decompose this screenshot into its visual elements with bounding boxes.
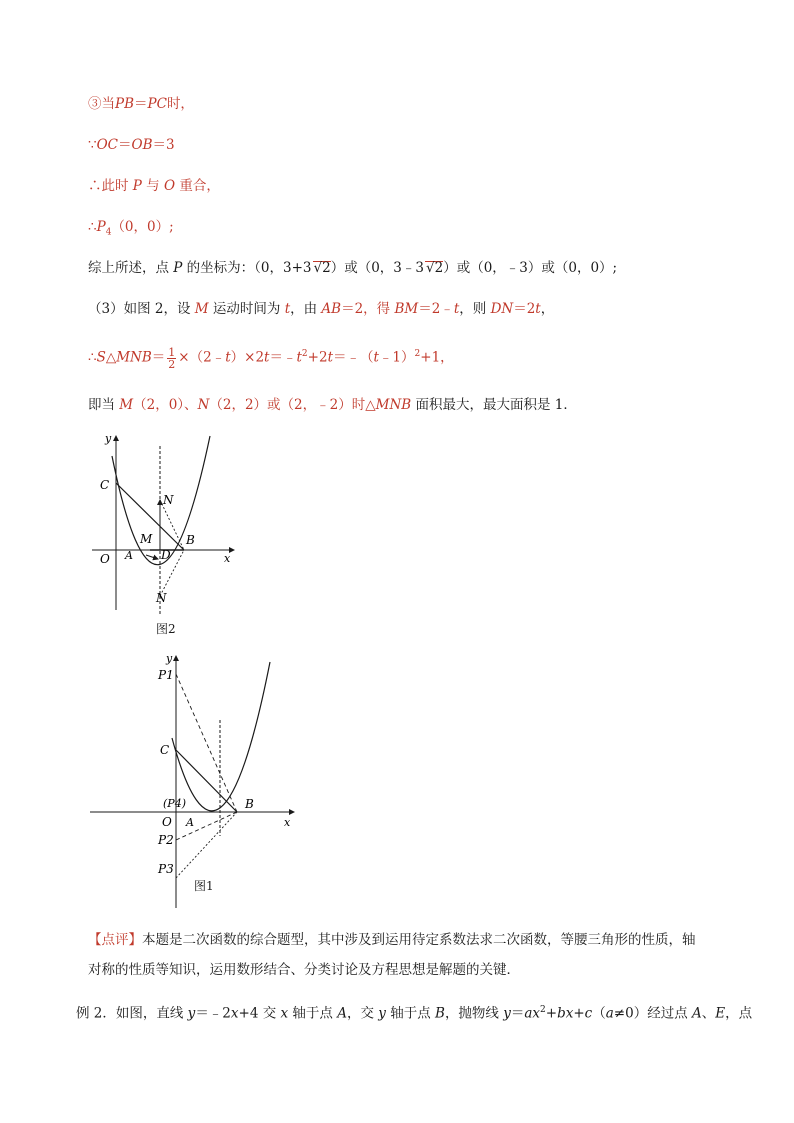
text: （0，0）; — [111, 219, 174, 235]
fig2-label-m: M — [140, 532, 153, 546]
var: x — [230, 1005, 239, 1022]
var: OB — [131, 137, 153, 153]
text: 例 2．如图，直线 — [76, 1005, 188, 1022]
fig1-label-p2: P2 — [158, 833, 174, 847]
text: ∴此时 — [88, 178, 133, 194]
var: y — [503, 1005, 511, 1022]
text: ，交 — [346, 1005, 379, 1022]
solution-line-part3 — [88, 299, 554, 319]
var: P — [96, 219, 106, 235]
text: ＝2，得 — [341, 301, 395, 317]
text: +4 交 — [238, 1005, 281, 1022]
fig2-label-d: D — [161, 548, 171, 562]
var: PC — [147, 96, 167, 112]
text: ，点 — [725, 1005, 753, 1022]
text: + — [573, 1005, 585, 1022]
solution-line-area-formula — [88, 344, 454, 370]
fig2-label-n-top: N — [163, 493, 174, 507]
text: 当 — [101, 96, 115, 112]
text: △ — [105, 349, 117, 366]
text: 重合， — [175, 178, 220, 194]
text: ＝﹣2 — [195, 1005, 231, 1022]
var: DN — [490, 301, 514, 317]
fig1-caption: 图1 — [194, 879, 214, 893]
var: t — [296, 349, 302, 366]
var: AB — [321, 301, 342, 317]
text: ＝ — [134, 96, 148, 112]
text: 即当 — [88, 397, 120, 413]
text: ＝ — [118, 137, 132, 153]
solution-line-coincide — [88, 176, 220, 196]
text: 时， — [166, 96, 194, 112]
text: （ — [592, 1005, 606, 1022]
var: MNB — [375, 397, 412, 413]
text: ）或（0，3﹣3 — [330, 260, 424, 276]
fig2-label-y: y — [105, 432, 112, 445]
fig1-label-a: A — [186, 816, 194, 829]
comment-text: 对称的性质等知识，运用数形结合、分类讨论及方程思想是解题的关键． — [88, 962, 520, 978]
comment-line-2 — [88, 960, 520, 980]
var: A — [692, 1005, 702, 1022]
text: ＝3 — [152, 137, 175, 153]
therefore-symbol: ∴ — [88, 349, 97, 366]
fig2-label-o: O — [100, 552, 110, 566]
var: B — [435, 1005, 445, 1022]
fig1-label-p1: P1 — [158, 668, 174, 682]
sqrt-radicand: √2 — [426, 260, 444, 276]
var: t — [264, 349, 270, 366]
text: ＝﹣（ — [333, 349, 374, 366]
var: OC — [96, 137, 118, 153]
comment-text: 本题是二次函数的综合题型，其中涉及到运用待定系数法求二次函数，等腰三角形的性质，轴 — [142, 932, 696, 948]
var: c — [584, 1005, 593, 1022]
var: t — [225, 349, 231, 366]
solution-line-oc-ob — [88, 135, 175, 155]
var: M — [119, 397, 134, 413]
text: ＝2﹣ — [418, 301, 454, 317]
var: P — [132, 178, 142, 194]
fig2-parabola — [112, 436, 210, 565]
text: ＝2 — [513, 301, 536, 317]
text: 与 — [141, 178, 164, 194]
figure-2-diagram — [88, 428, 258, 620]
solution-line-case3 — [88, 94, 194, 114]
fig1-label-b: B — [245, 797, 254, 811]
text: （3）如图 2，设 — [88, 301, 195, 317]
text: 综上所述，点 — [88, 260, 174, 276]
var: ax — [524, 1005, 541, 1022]
fig2-m-d-arrow — [146, 555, 158, 559]
solution-line-summary — [88, 258, 617, 278]
fig1-label-p4: (P4) — [163, 797, 186, 810]
var: E — [715, 1005, 726, 1022]
text: + — [545, 1005, 558, 1022]
text: ）×2 — [230, 349, 265, 366]
text: 运动时间为 — [208, 301, 285, 317]
comment-tag: 【点评】 — [88, 932, 142, 948]
fig2-label-a: A — [125, 549, 133, 562]
fig1-parabola — [172, 662, 270, 811]
fig1-segment-p1b — [176, 674, 237, 812]
subscript: 4 — [105, 227, 112, 238]
var: t — [327, 349, 333, 366]
var: MNB — [116, 349, 152, 366]
circled-number: ③ — [88, 96, 102, 112]
comment-line-1 — [88, 930, 696, 950]
fig1-label-x: x — [284, 816, 291, 829]
numerator: 1 — [168, 345, 176, 359]
var: M — [194, 301, 209, 317]
fig2-caption: 图2 — [156, 622, 176, 636]
text: +2 — [307, 349, 328, 366]
therefore-symbol: ∴ — [88, 219, 97, 235]
superscript: 2 — [540, 1005, 546, 1015]
figure-1-diagram — [88, 650, 308, 912]
text: 的坐标为：（0，3+3 — [182, 260, 312, 276]
text: ＝ — [151, 349, 166, 366]
text: 面积最大，最大面积是 1． — [411, 397, 577, 413]
var: PB — [115, 96, 135, 112]
fig2-nup-b-dotted — [160, 500, 184, 550]
var: t — [284, 301, 291, 317]
text: ，由 — [290, 301, 322, 317]
var: y — [378, 1005, 386, 1022]
text: （2，2）或（2，﹣2）时△ — [209, 397, 376, 413]
fig2-label-b: B — [186, 533, 195, 547]
var: A — [337, 1005, 347, 1022]
example-2-line — [76, 1000, 752, 1024]
var: S — [96, 349, 106, 366]
var: bx — [557, 1005, 574, 1022]
text: ）或（0，﹣3）或（0，0）; — [443, 260, 618, 276]
var: O — [163, 178, 176, 194]
sqrt-radicand: √2 — [313, 260, 331, 276]
fig2-label-n-bottom: N — [156, 591, 167, 605]
text: ，抛物线 — [444, 1005, 504, 1022]
superscript: 2 — [414, 349, 421, 359]
fig1-label-o: O — [162, 815, 172, 829]
text: 、 — [701, 1005, 716, 1022]
fig2-label-c: C — [100, 478, 110, 492]
var: y — [187, 1005, 196, 1022]
var: BM — [394, 301, 419, 317]
text: ≠0）经过点 — [613, 1005, 692, 1022]
text: ﹣1） — [378, 349, 415, 366]
var: P — [173, 260, 183, 276]
var: N — [197, 397, 210, 413]
solution-line-conclusion — [88, 395, 577, 415]
fig1-label-y: y — [166, 652, 173, 665]
text: （2，0）、 — [133, 397, 198, 413]
text: ， — [540, 301, 555, 317]
text: 轴于点 — [288, 1005, 338, 1022]
text: ＝﹣ — [269, 349, 297, 366]
fig1-label-p3: P3 — [158, 862, 174, 876]
fig1-label-c: C — [160, 743, 170, 757]
var: x — [280, 1005, 289, 1022]
var: a — [605, 1005, 614, 1022]
var: t — [535, 301, 541, 317]
text: ，则 — [459, 301, 491, 317]
var: t — [373, 349, 379, 366]
text: +1， — [420, 349, 454, 366]
superscript: 2 — [301, 349, 308, 359]
solution-line-p4 — [88, 217, 174, 243]
radicand: 2 — [322, 260, 331, 276]
because-symbol: ∵ — [88, 137, 97, 153]
text: ×（2﹣ — [178, 349, 226, 366]
fig2-label-x: x — [224, 552, 231, 565]
denominator: 2 — [168, 357, 176, 371]
fraction-one-half — [167, 347, 176, 370]
text: 轴于点 — [385, 1005, 436, 1022]
radicand: 2 — [434, 260, 444, 276]
text: ＝ — [510, 1005, 525, 1022]
var: t — [453, 301, 460, 317]
